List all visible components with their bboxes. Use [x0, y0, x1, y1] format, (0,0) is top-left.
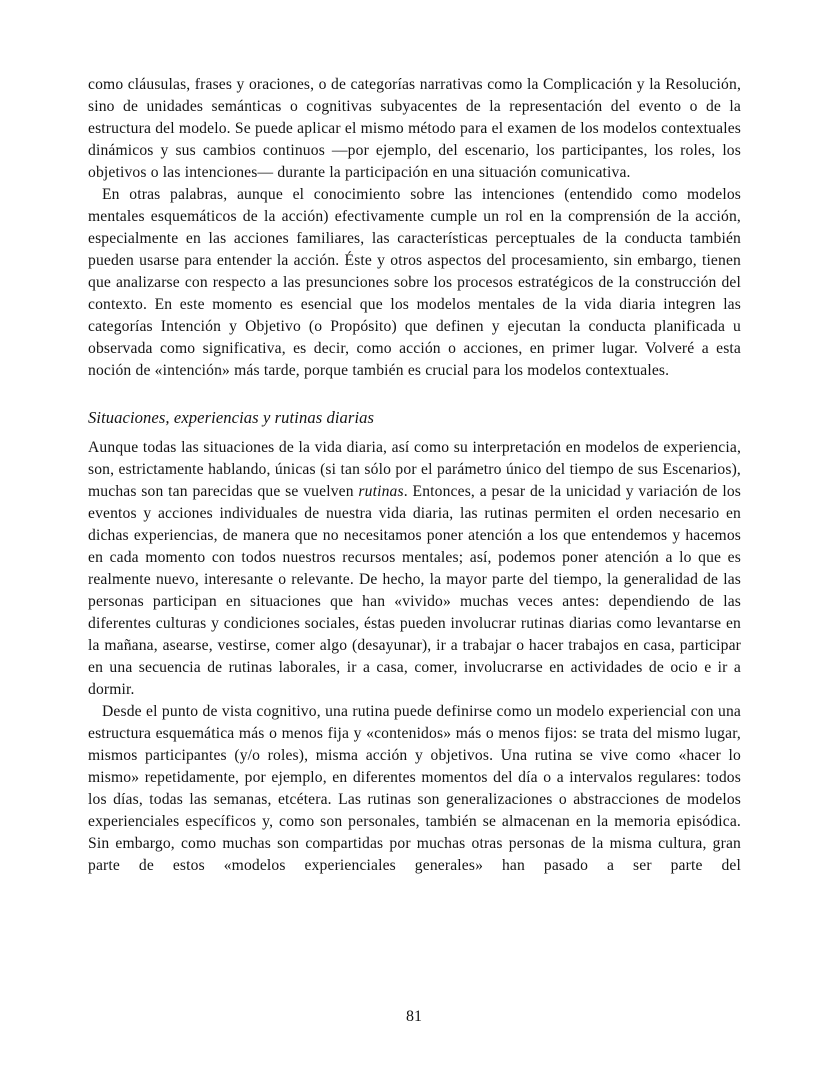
page-number: 81 — [406, 1008, 422, 1025]
paragraph-aunque-todas — [88, 437, 741, 701]
heading-bottom-spacer — [88, 429, 741, 437]
section-heading: Situaciones, experiencias y rutinas diarias — [88, 408, 375, 427]
paragraph-text-segment-after-italic: . Entonces, a pesar de la unicidad y variación de los eventos y acciones individuales de nuestra vida diaria, las rutinas permiten el orden necesario en dichas experiencias, de manera que no necesitamos poner atención a los que entendemos y hacemos en cada momento con todos nuestros recursos mentales; así, podemos poner atención a lo que es realmente nuevo, interesante o relevante. De hecho, la mayor parte del tiempo, la generalidad de las personas participan en situaciones que han «vivido» muchas veces antes: dependiendo de las diferentes culturas y condiciones sociales, éstas pueden involucrar rutinas diarias como levantarse en la mañana, asearse, vestirse, comer algo (desayunar), ir a trabajar o hacer trabajos en casa, participar en una secuencia de rutinas laborales, ir a casa, comer, involucrarse en actividades de ocio e ir a dormir. — [88, 483, 741, 698]
text-column — [88, 74, 741, 877]
heading-top-spacer — [88, 382, 741, 407]
italic-term-rutinas: rutinas — [358, 483, 404, 500]
paragraph-en-otras-palabras: En otras palabras, aunque el conocimiento sobre las intenciones (entendido como modelos mentales esquemáticos de la acción) efectivamente cumple un rol en la comprensión de la acción, especialmente en las acciones familiares, las características perceptuales de la conducta también pueden usarse para entender la acción. Éste y otros aspectos del procesamiento, sin embargo, tienen que analizarse con respecto a las presunciones sobre los procesos estratégicos de la construcción del contexto. En este momento es esencial que los modelos mentales de la vida diaria integren las categorías Intención y Objetivo (o Propósito) que definen y ejecutan la conducta planificada u observada como significativa, es decir, como acción o acciones, en primer lugar. Volveré a esta noción de «intención» más tarde, porque también es crucial para los modelos contextuales. — [88, 186, 741, 379]
paragraph-continuation: como cláusulas, frases y oraciones, o de categorías narrativas como la Complicación y la Resolución, sino de unidades semánticas o cognitivas subyacentes de la representación del evento o de la estructura del modelo. Se puede aplicar el mismo método para el examen de los modelos contextuales dinámicos y sus cambios continuos —por ejemplo, del escenario, los participantes, los roles, los objetivos o las intenciones— durante la participación en una situación comunicativa. — [88, 76, 741, 181]
paragraph-desde-el-punto: Desde el punto de vista cognitivo, una rutina puede definirse como un modelo experiencial con una estructura esquemática más o menos fija y «contenidos» más o menos fijos: se trata del mismo lugar, mismos participantes (y/o roles), misma acción y objetivos. Una rutina se vive como «hacer lo mismo» repetidamente, por ejemplo, en diferentes momentos del día o a intervalos regulares: todos los días, todas las semanas, etcétera. Las rutinas son generalizaciones o abstracciones de modelos experienciales específicos y, como son personales, también se almacenan en la memoria episódica. Sin embargo, como muchas son compartidas por muchas otras personas de la misma cultura, gran parte de estos «modelos experienciales generales» han pasado a ser parte del — [88, 703, 741, 874]
paragraph-text-segment-before-italic: Aunque todas las situaciones de la vida diaria, así como su interpretación en modelos de experiencia, son, estrictamente hablando, únicas (si tan sólo por el parámetro único del tiempo de sus Escenarios), muchas son tan parecidas que se vuelven — [88, 439, 741, 500]
